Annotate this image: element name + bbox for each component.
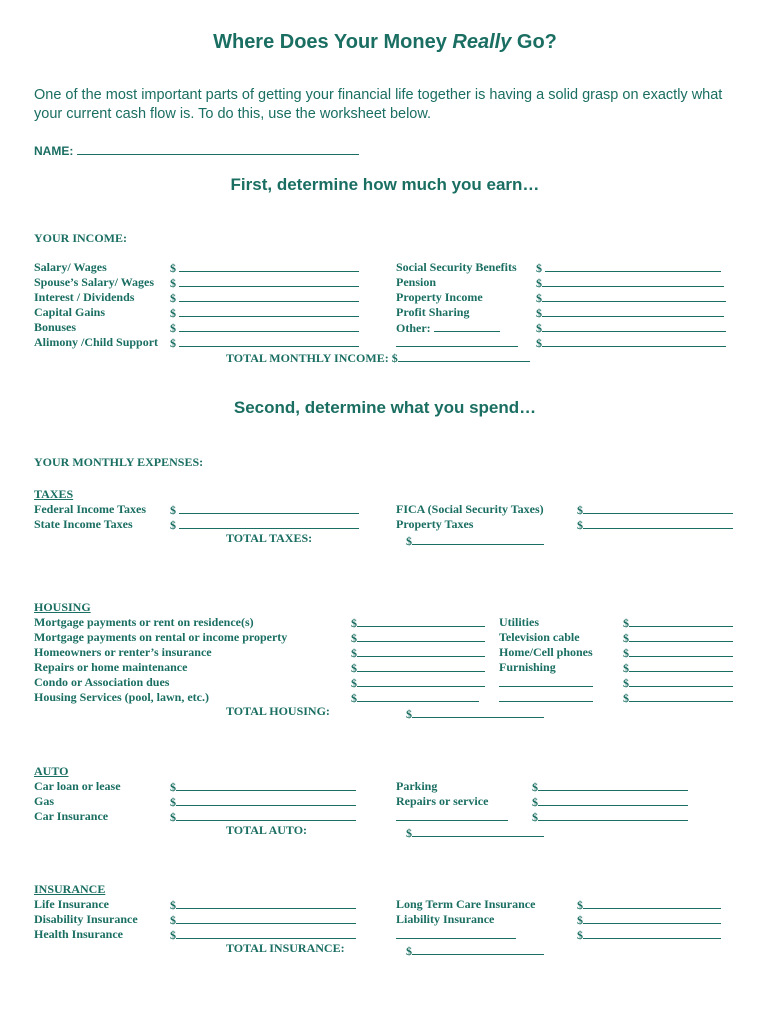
income-heading: YOUR INCOME: (34, 231, 127, 245)
housing-left-labels: HOUSING Mortgage payments or rent on residence(s) Mortgage payments on rental or income property Homeowners or renter’s insurance Repairs or home maintenance Condo or Association dues Housing Services (pool, lawn, etc.) (34, 600, 288, 704)
intro-paragraph: One of the most important parts of getting your financial life together is having a solid grasp on exactly what your current cash flow is. To do this, use the worksheet below. (34, 87, 723, 122)
income-label: Alimony /Child Support (34, 335, 159, 349)
section-earn-heading: First, determine how much you earn… (230, 175, 540, 194)
expenses-heading: YOUR MONTHLY EXPENSES: (34, 455, 204, 469)
income-label: Profit Sharing (396, 305, 470, 319)
auto-right-labels: Parking Repairs or service (396, 779, 508, 824)
housing-right-labels: Utilities Television cable Home/Cell phones Furnishing (499, 615, 593, 705)
taxes-heading: TAXES (34, 487, 74, 501)
income-label: Pension (396, 275, 437, 289)
income-label: Capital Gains (34, 305, 106, 319)
total-housing-label: TOTAL HOUSING: (226, 704, 330, 718)
taxes-right-fields[interactable]: $ $ (577, 502, 733, 532)
income-label: Spouse’s Salary/ Wages (34, 275, 155, 289)
total-housing-field[interactable]: $ (406, 706, 544, 722)
housing-left-fields[interactable]: $ $ $ $ $ $ (351, 615, 485, 705)
total-auto-label: TOTAL AUTO: (226, 823, 308, 837)
insurance-right-fields[interactable]: $ $ $ (577, 897, 721, 942)
total-insurance-field[interactable]: $ (406, 943, 544, 959)
auto-left-fields[interactable]: $ $ $ (170, 779, 356, 824)
auto-left-labels: AUTO Car loan or lease Gas Car Insurance (34, 764, 121, 823)
insurance-heading: INSURANCE (34, 882, 106, 896)
income-right-fields[interactable]: $ $ $ $ $ $ (536, 260, 726, 350)
auto-right-fields[interactable]: $ $ $ (532, 779, 688, 824)
section-spend-heading: Second, determine what you spend… (233, 398, 537, 417)
income-left-labels (34, 260, 158, 350)
income-label: Property Income (396, 290, 483, 304)
auto-heading: AUTO (34, 764, 69, 778)
total-taxes-label: TOTAL TAXES: (226, 531, 313, 545)
total-taxes-field[interactable]: $ (406, 533, 544, 549)
income-label: Social Security Benefits (396, 260, 517, 274)
income-label: Bonuses (34, 320, 77, 334)
income-label: Salary/ Wages (34, 260, 107, 274)
housing-right-fields[interactable]: $ $ $ $ $ $ (623, 615, 733, 705)
insurance-right-labels: Long Term Care Insurance Liability Insurance (396, 897, 535, 942)
income-right-labels (396, 260, 518, 350)
total-income[interactable]: TOTAL MONTHLY INCOME: $ (226, 350, 530, 366)
taxes-left-fields[interactable]: $ $ (170, 502, 359, 532)
income-label: Interest / Dividends (34, 290, 135, 304)
total-auto-field[interactable]: $ (406, 825, 544, 841)
income-label: Other: (396, 320, 518, 335)
housing-heading: HOUSING (34, 600, 91, 614)
insurance-left-fields[interactable]: $ $ $ (170, 897, 356, 942)
page-title: Where Does Your Money Really Go? (213, 31, 557, 53)
income-left-fields[interactable]: $ $ $ $ $ $ (170, 260, 359, 350)
taxes-right-labels: FICA (Social Security Taxes) Property Taxes (396, 502, 544, 531)
insurance-left-labels: INSURANCE Life Insurance Disability Insurance Health Insurance (34, 882, 138, 941)
total-insurance-label: TOTAL INSURANCE: (226, 941, 345, 955)
name-field[interactable]: NAME: (34, 143, 359, 158)
taxes-left-labels: TAXES Federal Income Taxes State Income Taxes (34, 487, 146, 531)
